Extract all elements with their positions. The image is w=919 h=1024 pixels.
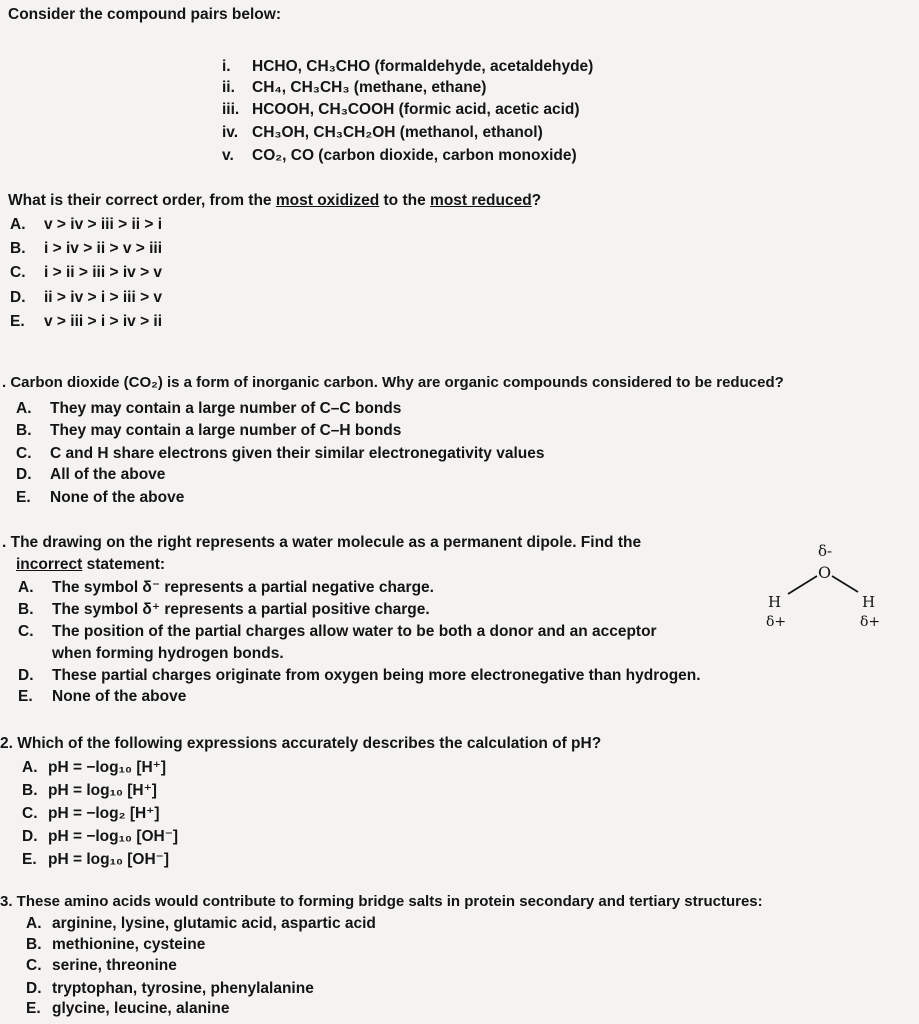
q4-option-e[interactable]: E. pH = log₁₀ [OH⁻] xyxy=(22,851,170,868)
pair-item: ii. CH₄, CH₃CH₃ (methane, ethane) xyxy=(222,79,487,96)
q3-stem-line2: incorrect statement: xyxy=(16,556,166,573)
q4-option-d[interactable]: D. pH = −log₁₀ [OH⁻] xyxy=(22,828,179,845)
oxygen-partial-charge: δ- xyxy=(818,542,833,560)
q4-option-b[interactable]: B. pH = log₁₀ [H⁺] xyxy=(22,782,157,799)
q2-option-e[interactable]: E. None of the above xyxy=(16,489,185,506)
q2-option-d[interactable]: D. All of the above xyxy=(16,466,166,483)
q4-option-c[interactable]: C. pH = −log₂ [H⁺] xyxy=(22,805,160,822)
q2-option-a[interactable]: A. They may contain a large number of C–C bonds xyxy=(16,400,402,417)
q5-option-e[interactable]: E. glycine, leucine, alanine xyxy=(26,1000,230,1017)
q3-option-c[interactable]: C. The position of the partial charges allow water to be both a donor and an acceptor xyxy=(18,623,657,640)
q3-option-d[interactable]: D. These partial charges originate from oxygen being more electronegative than hydrogen. xyxy=(18,667,701,684)
pair-item: iii. HCOOH, CH₃COOH (formic acid, acetic acid) xyxy=(222,101,580,118)
pair-item: v. CO₂, CO (carbon dioxide, carbon monoxide) xyxy=(222,147,577,164)
q3-option-e[interactable]: E. None of the above xyxy=(18,688,187,705)
q5-option-c[interactable]: C. serine, threonine xyxy=(26,957,177,974)
q2-option-b[interactable]: B. They may contain a large number of C–H bonds xyxy=(16,422,402,439)
water-molecule-diagram xyxy=(760,540,890,632)
q5-stem: 3. These amino acids would contribute to forming bridge salts in protein secondary and tertiary structures: xyxy=(0,893,763,910)
intro-heading: Consider the compound pairs below: xyxy=(8,6,281,23)
q1-option-d[interactable]: D. ii > iv > i > iii > v xyxy=(10,289,163,306)
hydrogen-left-partial-charge: δ+ xyxy=(766,614,787,630)
q4-option-a[interactable]: A. pH = −log₁₀ [H⁺] xyxy=(22,759,167,776)
q1-stem: What is their correct order, from the most oxidized to the most reduced? xyxy=(8,192,542,209)
hydrogen-left: H xyxy=(768,593,782,611)
bond-left xyxy=(788,576,817,594)
q5-option-d[interactable]: D. tryptophan, tyrosine, phenylalanine xyxy=(26,980,314,997)
q4-stem: 2. Which of the following expressions accurately describes the calculation of pH? xyxy=(0,735,602,752)
q1-option-a[interactable]: A. v > iv > iii > ii > i xyxy=(10,216,163,233)
hydrogen-right-partial-charge: δ+ xyxy=(860,614,881,630)
q2-stem: . Carbon dioxide (CO₂) is a form of inorganic carbon. Why are organic compounds considered to be reduced? xyxy=(2,374,784,391)
q5-option-a[interactable]: A. arginine, lysine, glutamic acid, aspartic acid xyxy=(26,915,376,932)
hydrogen-right: H xyxy=(862,593,876,611)
q5-option-b[interactable]: B. methionine, cysteine xyxy=(26,936,206,953)
q3-option-c-continued: when forming hydrogen bonds. xyxy=(52,645,284,662)
q1-option-c[interactable]: C. i > ii > iii > iv > v xyxy=(10,264,163,281)
bond-right xyxy=(832,576,858,592)
pair-item: i. HCHO, CH₃CHO (formaldehyde, acetaldehyde) xyxy=(222,58,594,75)
q1-option-e[interactable]: E. v > iii > i > iv > ii xyxy=(10,313,163,330)
q3-stem-line1: . The drawing on the right represents a water molecule as a permanent dipole. Find the xyxy=(2,534,642,551)
q2-option-c[interactable]: C. C and H share electrons given their similar electronegativity values xyxy=(16,445,545,462)
oxygen-atom: O xyxy=(818,563,832,582)
q1-option-b[interactable]: B. i > iv > ii > v > iii xyxy=(10,240,163,257)
q3-option-b[interactable]: B. The symbol δ⁺ represents a partial positive charge. xyxy=(18,601,430,618)
q3-option-a[interactable]: A. The symbol δ⁻ represents a partial negative charge. xyxy=(18,579,434,596)
pair-item: iv. CH₃OH, CH₃CH₂OH (methanol, ethanol) xyxy=(222,124,543,141)
